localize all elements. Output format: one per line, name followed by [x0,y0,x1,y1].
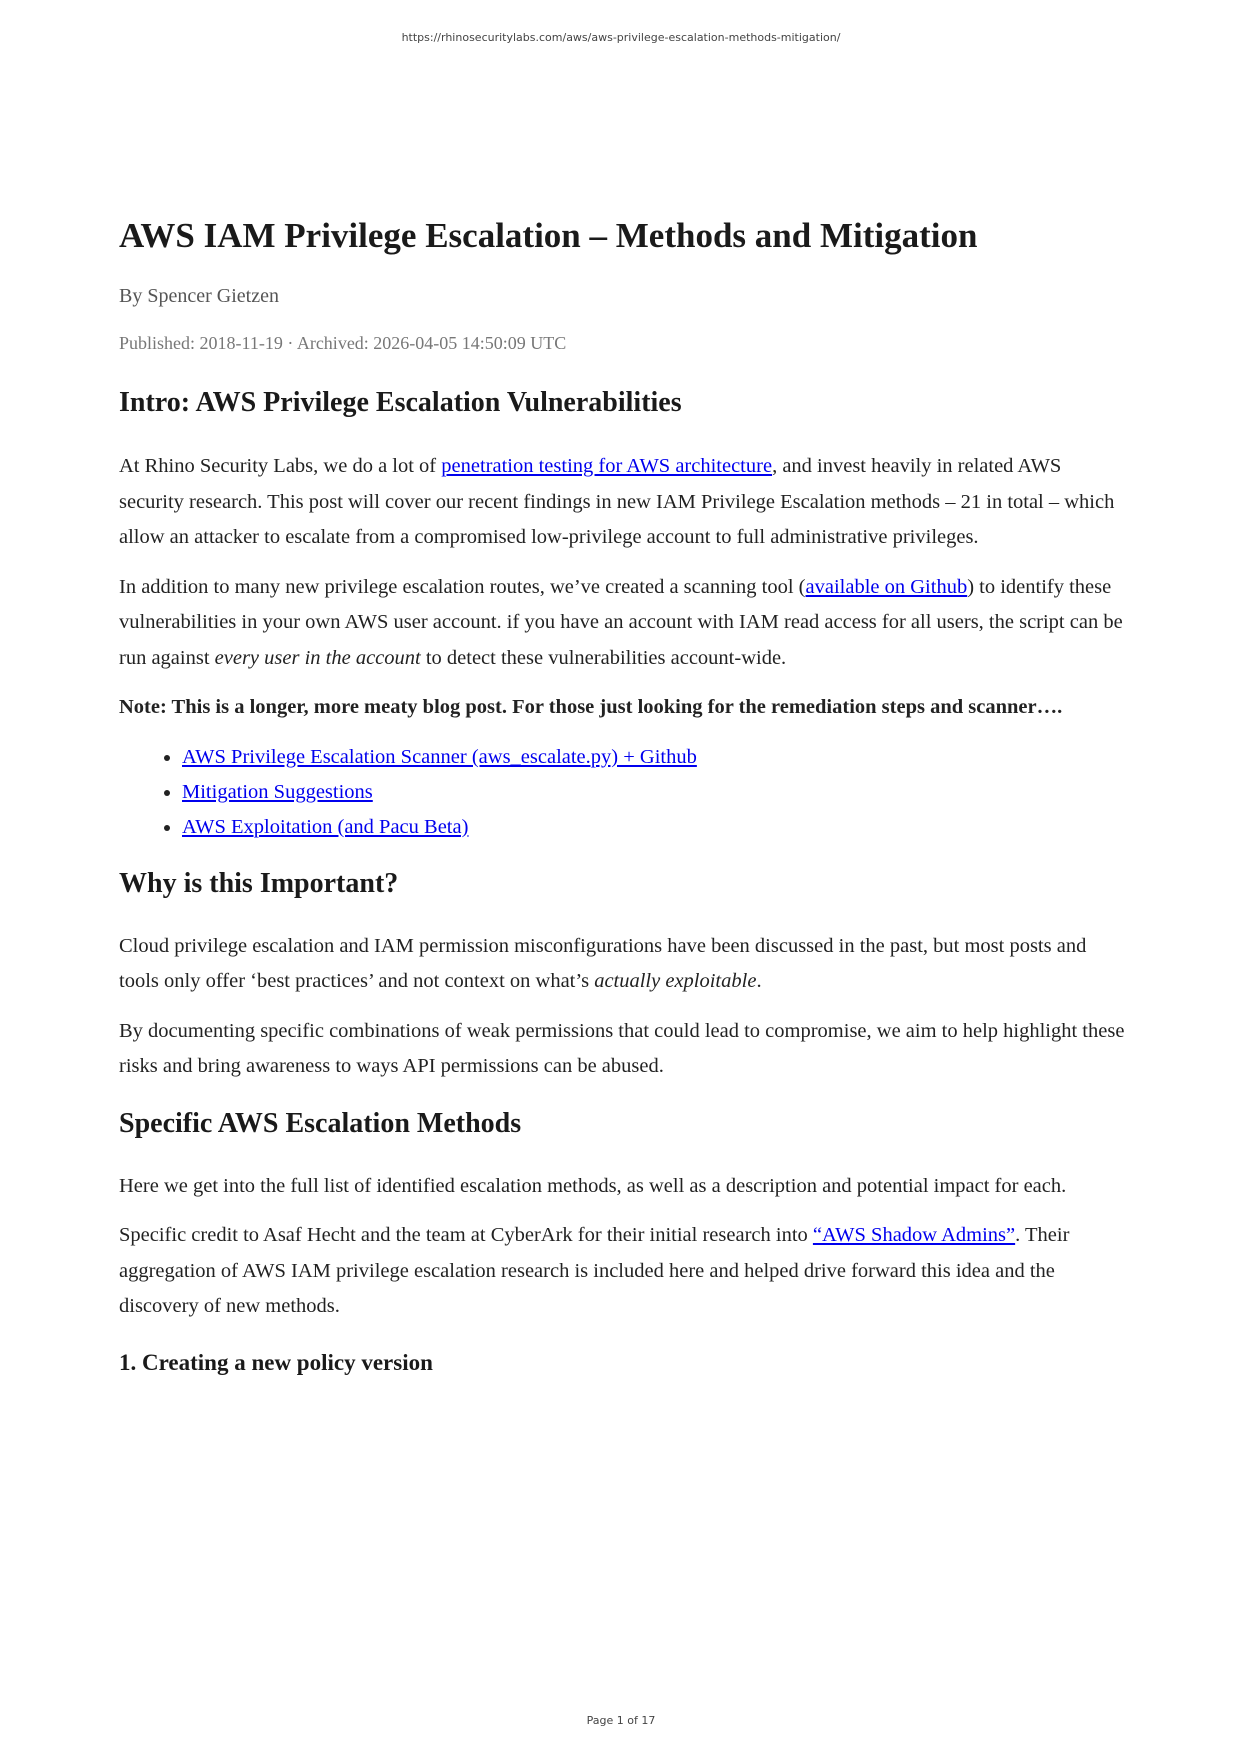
why-heading: Why is this Important? [119,867,399,899]
why-paragraph-1: Cloud privilege escalation and IAM permission misconfigurations have been discussed in the past, but most posts and tools only offer ‘best practices’ and not context on what’s actually exploitable. [119,934,1087,992]
page-url: https://rhinosecuritylabs.com/aws/aws-privilege-escalation-methods-mitigation/ [401,31,841,44]
byline: By Spencer Gietzen [119,285,279,307]
publish-meta: Published: 2018-11-19 · Archived: 2026-04-05 14:50:09 UTC [119,333,567,353]
github-link[interactable]: available on Github [805,575,968,598]
intro-paragraph-1: At Rhino Security Labs, we do a lot of penetration testing for AWS architecture, and invest heavily in related AWS security research. This post will cover our recent findings in new IAM Privilege Escalation methods – 21 in total – which allow an attacker to escalate from a compromised low-privilege account to full administrative privileges. [119,455,1115,548]
note-paragraph: Note: This is a longer, more meaty blog post. For those just looking for the remediation steps and scanner…. [119,696,1063,718]
scanner-link[interactable]: AWS Privilege Escalation Scanner (aws_escalate.py) + Github [182,745,697,768]
list-item [182,740,1129,775]
methods-paragraph-2: Specific credit to Asaf Hecht and the team at CyberArk for their initial research into “AWS Shadow Admins”. Their aggregation of AWS IAM privilege escalation research is included here and helped drive forward this idea and the discovery of new methods. [119,1224,1070,1317]
method-1-heading: 1. Creating a new policy version [119,1349,433,1375]
methods-paragraph-1: Here we get into the full list of identified escalation methods, as well as a description and potential impact for each. [119,1174,1067,1197]
article-title: AWS IAM Privilege Escalation – Methods and Mitigation [119,216,978,255]
shadow-admins-link[interactable]: “AWS Shadow Admins” [812,1224,1016,1246]
list-item [182,775,1129,810]
methods-heading: Specific AWS Escalation Methods [119,1107,522,1139]
pentest-aws-link[interactable]: penetration testing for AWS architecture [441,455,773,477]
why-paragraph-2: By documenting specific combinations of weak permissions that could lead to compromise, we aim to help highlight these risks and bring awareness to ways API permissions can be abused. [119,1019,1125,1077]
quick-links-list [119,740,1129,845]
page-number: Page 1 of 17 [586,1714,656,1727]
list-item [182,810,1129,845]
article [119,212,1129,1379]
intro-heading: Intro: AWS Privilege Escalation Vulnerabilities [119,387,682,418]
intro-paragraph-2: In addition to many new privilege escalation routes, we’ve created a scanning tool (available on Github) to identify these vulnerabilities in your own AWS user account. if you have an account with IAM read access for all users, the script can be run against every user in the account to detect these vulnerabilities account-wide. [119,575,1123,669]
exploitation-link[interactable]: AWS Exploitation (and Pacu Beta) [182,815,469,838]
mitigation-link[interactable]: Mitigation Suggestions [182,780,373,803]
